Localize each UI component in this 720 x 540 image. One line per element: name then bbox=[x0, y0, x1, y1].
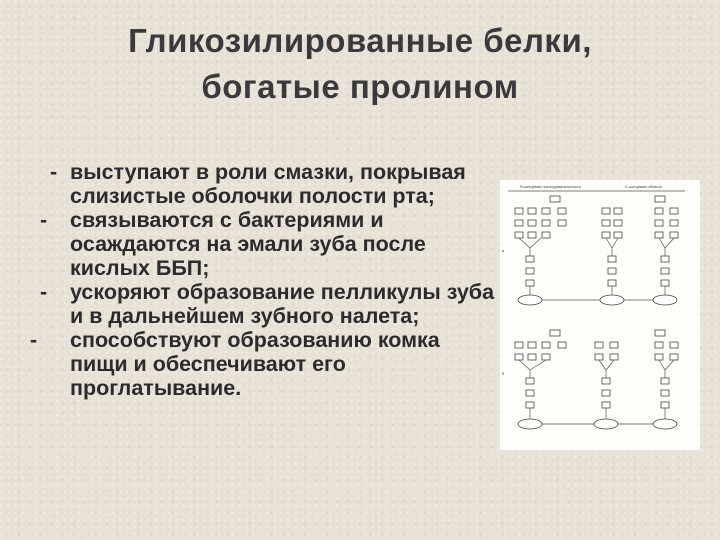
list-item-text: ускоряют образование пелликулы зуба и в дальнейшем зубного налета; bbox=[70, 280, 495, 328]
diagram-svg bbox=[500, 180, 700, 450]
slide-title-line-2: богатые пролином bbox=[201, 68, 519, 105]
glycoprotein-diagram bbox=[500, 180, 700, 450]
list-item-text: выступают в роли смазки, покрывая слизистые оболочки полости рта; bbox=[70, 160, 466, 208]
slide-title-line-1: Гликозилированные белки, bbox=[128, 22, 592, 59]
list-item-text: связываются с бактериями и осаждаются на эмали зуба после кислых ББП; bbox=[70, 208, 426, 280]
bullet-dash: - bbox=[50, 160, 58, 184]
list-item bbox=[30, 328, 500, 400]
list-item bbox=[30, 160, 500, 208]
list-item bbox=[30, 208, 500, 280]
upper-tree-2 bbox=[600, 208, 624, 305]
lower-tree-2 bbox=[594, 342, 618, 429]
label-b: б bbox=[502, 371, 505, 376]
diagram-header-left: N-концевая последовательность bbox=[520, 184, 581, 189]
diagram-header-right: С-концевая область bbox=[625, 184, 663, 189]
list-item bbox=[30, 280, 500, 328]
list-item-text: способствуют образованию комка пищи и обеспечивают его проглатывание. bbox=[70, 328, 440, 400]
slide-title bbox=[60, 18, 660, 110]
bullet-dash: - bbox=[40, 280, 48, 304]
bullet-list bbox=[30, 160, 500, 400]
label-a: а bbox=[502, 248, 505, 253]
upper-tree-1 bbox=[515, 196, 566, 305]
upper-tree-3 bbox=[653, 196, 678, 305]
lower-tree-1 bbox=[515, 330, 566, 429]
lower-tree-3 bbox=[653, 330, 678, 429]
bullet-dash: - bbox=[30, 328, 38, 352]
bullet-dash: - bbox=[40, 208, 48, 232]
